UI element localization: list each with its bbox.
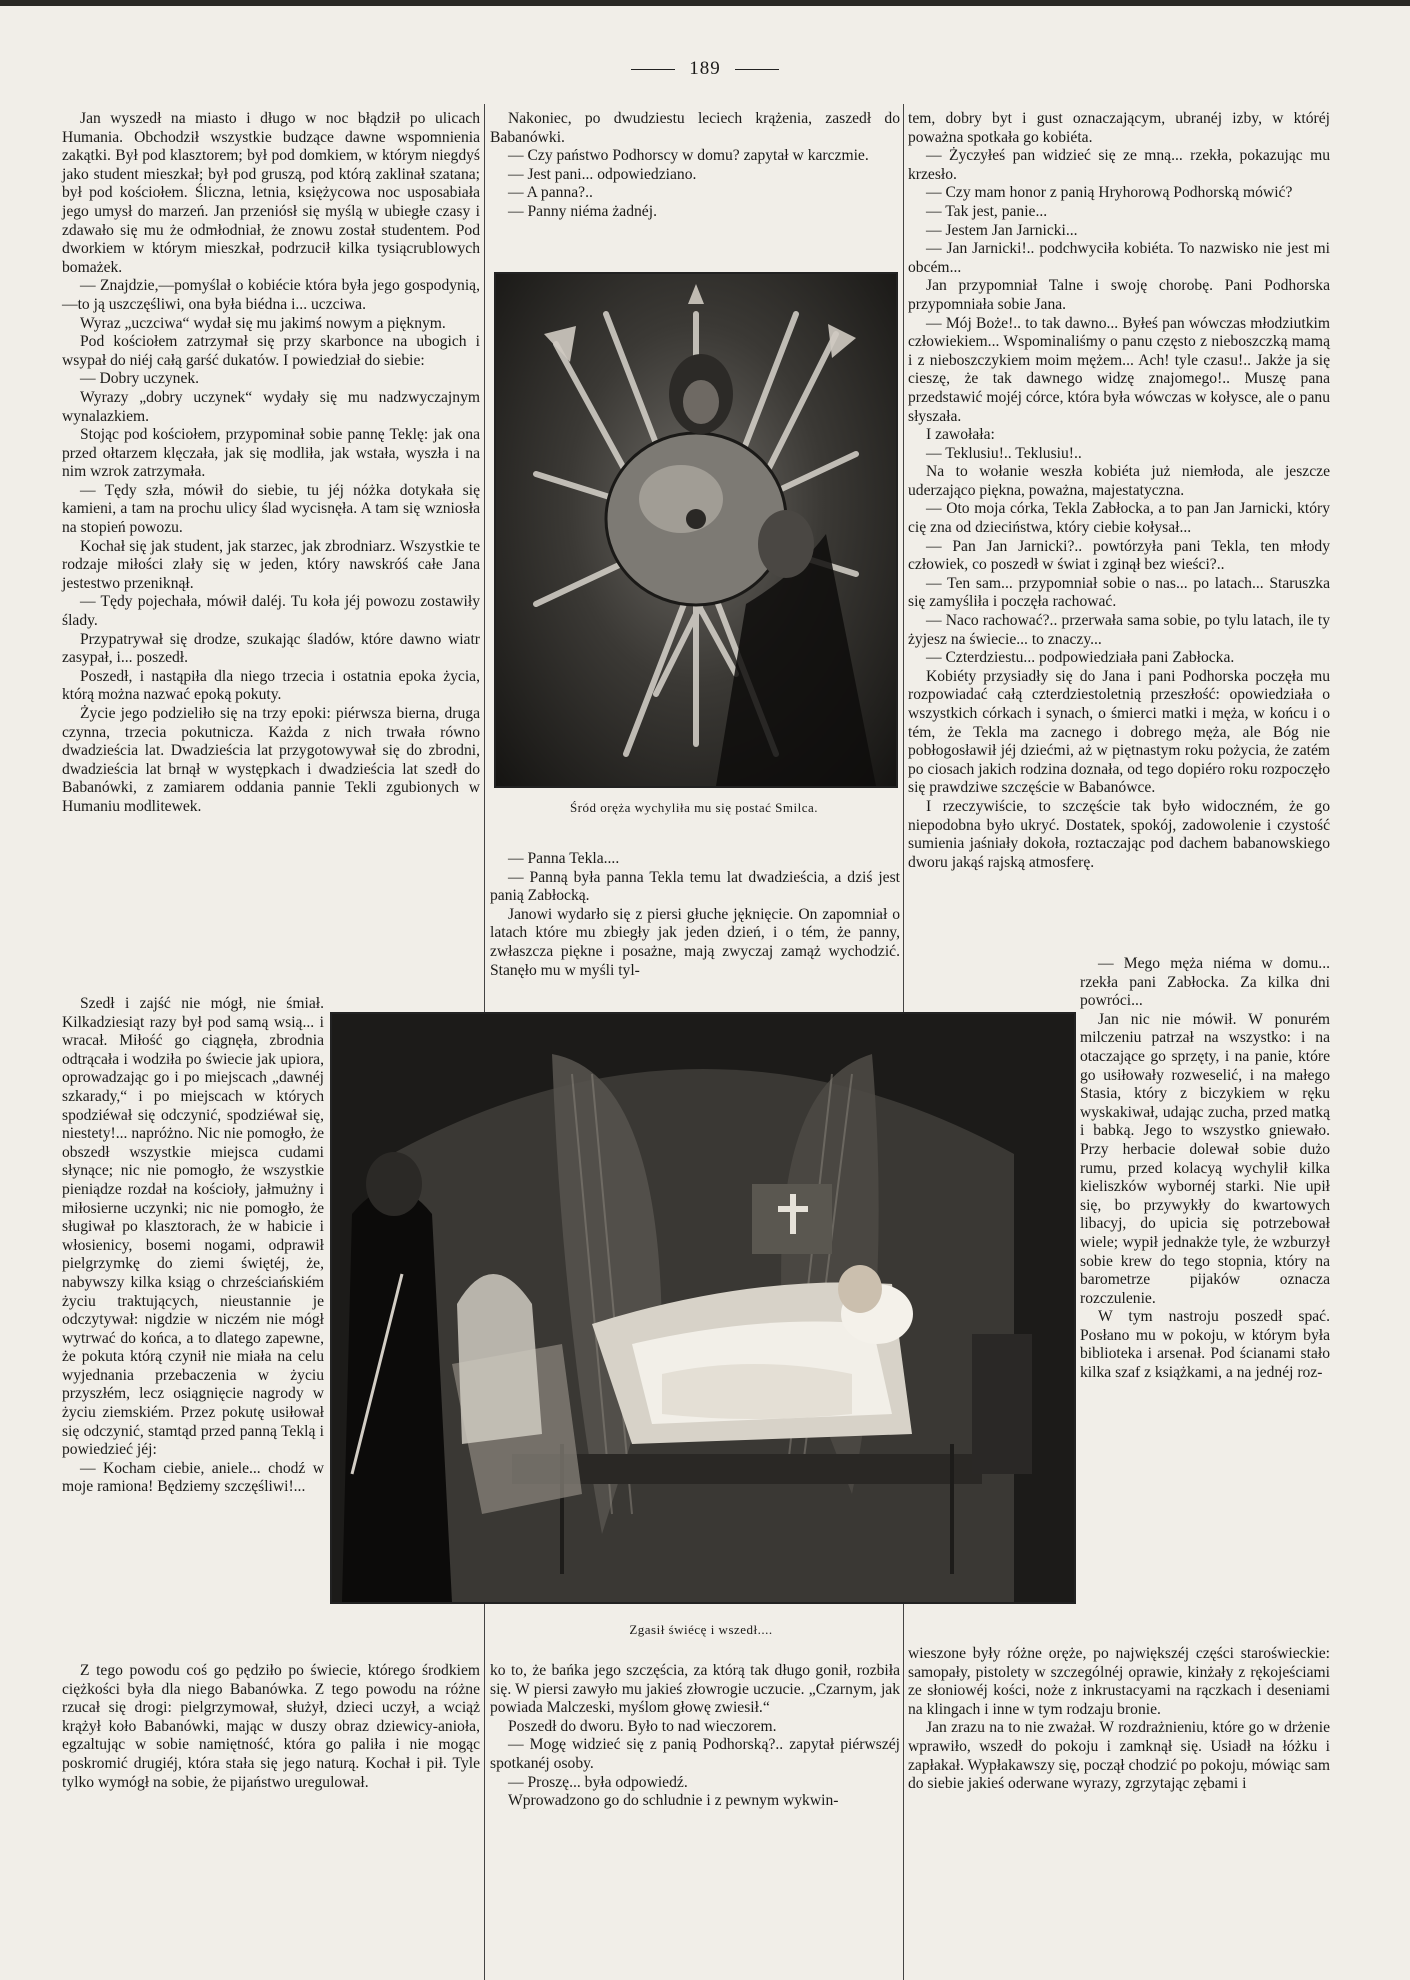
col3-paragraph: tem, dobry byt i gust oznaczającym, ubranéj izby, w któréj poważna spotkała go kobiéta. bbox=[908, 110, 1330, 146]
figure-1-caption: Śród oręża wychyliła mu się postać Smilca. bbox=[569, 800, 819, 815]
column-1-bottom bbox=[62, 1662, 480, 1792]
col1-paragraph: Pod kościołem zatrzymał się przy skarbonce na ubogich i wsypał do niéj całą garść dukatów. I powiedział do siebie: bbox=[62, 333, 480, 369]
column-3-bottom bbox=[908, 1645, 1330, 1794]
col2c-paragraph: — Proszę... była odpowiedź. bbox=[508, 1773, 688, 1791]
engraving-bedroom-illustration bbox=[330, 1012, 1076, 1604]
col3-paragraph: — Pan Jan Jarnicki?.. powtórzyła pani Tekla, ten młody człowiek, co poszedł w świat i zginął bez wieści?.. bbox=[908, 537, 1330, 574]
figure-2-caption: Zgasił świécę i wszedł.... bbox=[629, 1622, 773, 1637]
col3-paragraph: — Teklusiu!.. Teklusiu!.. bbox=[926, 444, 1082, 462]
col3b-paragraph: — Mego męża niéma w domu... rzekła pani Zabłocka. Za kilka dni powróci... bbox=[1080, 955, 1330, 1010]
col1-paragraph: Wyraz „uczciwa“ wydał się mu jakimś nowym a pięknym. bbox=[80, 314, 446, 332]
col3-paragraph: Kobiéty przysiadły się do Jana i pani Podhorska poczęła mu rozpowiadać całą czterdziestoletnią przeszłość: opowiedziała o wszystkich córkach i synach, o śmierci matki i męża, w końcu i o tém, że Tekla ma zacnego i dobrego męża, ale Bóg nie pobłogosławił jéj dziećmi, aż w piętnastym roku pożycia, że zatém po ciosach jakich rodzina doznała, od tego dopiéro roku rozpoczęło się prawdziwe szczęście w Babanówce. bbox=[908, 667, 1330, 797]
col3-paragraph: — Czy mam honor z panią Hryhorową Podhorską mówić? bbox=[926, 184, 1293, 202]
col2b-paragraph: Janowi wydarło się z piersi głuche jęknięcie. On zapomniał o latach które mu zbiegły jak jeden dzień, i o tém, że panny, zwłaszcza piękne i posażne, mają zwyczaj zamąż wychodzić. Stanęło mu w myśli tyl- bbox=[490, 905, 900, 979]
col3c-paragraph: Jan zrazu na to nie zważał. W rozdrażnieniu, które go w drżenie wprawiło, wszedł do pokoju i zamknął się. Usiadł na łóżku i zapłakał. Wypłakawszy się, począł chodzić po pokoju, mówiąc sam do siebie jakieś oderwane wyrazy, zgrzytając zębami i bbox=[908, 1719, 1330, 1793]
col2-paragraph: — Jest pani... odpowiedziano. bbox=[508, 165, 697, 183]
col2c-paragraph: ko to, że bańka jego szczęścia, za którą tak długo gonił, rozbiła się. W piersi zawyło mu jakieś złowrogie uczucie. „Czarnym, jak powiada Malczeski, myślom głowę zwiesił.“ bbox=[490, 1662, 900, 1717]
col2-paragraph: — A panna?.. bbox=[508, 184, 593, 202]
col3-paragraph: — Życzyłeś pan widzieć się ze mną... rzekła, pokazując mu krzesło. bbox=[908, 147, 1330, 183]
column-1-top bbox=[62, 110, 480, 817]
col1-paragraph: Przypatrywał się drodze, szukając śladów, które dawno wiatr zasypał, i... poszedł. bbox=[62, 630, 480, 667]
column-3-top bbox=[908, 110, 1330, 872]
col3-paragraph: Jan przypomniał Talne i swoję chorobę. Pani Podhorska przypomniała sobie Jana. bbox=[908, 277, 1330, 313]
column-2-top bbox=[490, 110, 900, 222]
weapons-trophy-drawing bbox=[496, 274, 896, 786]
col1b-paragraph: — Kocham ciebie, aniele... chodź w moje ramiona! Będziemy szczęśliwi!... bbox=[62, 1459, 324, 1496]
col1c-paragraph: Z tego powodu coś go pędziło po świecie, którego środkiem ciężkości była dla niego Babanówka. Z tego powodu na różne rzucał się drogi: pielgrzymował, służył, dzieci uczył, a wciąż krążył koło Babanówki, mając w duszy obraz dziewicy-anioła, egzaltując w sobie namiętność, która go paliła i nie mogąc poskromić drugiéj, która stała się jego naturą. Kochał i pił. Tyle tylko wymógł na sobie, że pijaństwo uregulował. bbox=[62, 1662, 480, 1791]
col3-paragraph: Na to wołanie weszła kobiéta już niemłoda, ale jeszcze uderzająco piękna, poważna, majestatyczna. bbox=[908, 463, 1330, 499]
page-top-edge bbox=[0, 0, 1410, 6]
col1-paragraph: Stojąc pod kościołem, przypominał sobie pannę Teklę: jak ona przed ołtarzem klęczała, jak się modliła, jak wstała, wyszła i na nim wzrok zatrzymała. bbox=[62, 426, 480, 481]
col3-paragraph: — Naco rachować?.. przerwała sama sobie, po tylu latach, ile ty żyjesz na świecie... to znaczy... bbox=[908, 612, 1330, 648]
col2-paragraph: — Czy państwo Podhorscy w domu? zapytał w karczmie. bbox=[508, 147, 869, 165]
col3-paragraph: — Jestem Jan Jarnicki... bbox=[926, 221, 1078, 239]
col3c-paragraph: wieszone były różne oręże, po największéj części staroświeckie: samopały, pistolety w szczególnéj oprawie, kinżały z rękojeściami ze słoniowéj kości, noże z inkrustacyami na rączkach i deseniami na klingach i inne w tym rodzaju bronie. bbox=[908, 1645, 1330, 1718]
col1-paragraph: Jan wyszedł na miasto i długo w noc błądził po ulicach Humania. Obchodził wszystkie budzące dawne wspomnienia zakątki. Był pod klasztorem; był pod domkiem, w którym niegdyś jako student mieszkał; był pod gruszą, pod którą zaklinał szatana; był pod kościołem. Śliczna, letnia, księżycowa noc usposabiała jego umysł do marzeń. Jan przeniósł się myślą w ubiegłe czasy i zdawało się mu że odmłodniał, że znowu został studentem. Pod dworkiem w którym mieszkał, podrzucił kilka tysiącrublowych bomażek. bbox=[62, 110, 480, 276]
col2c-paragraph: Wprowadzono go do schludnie i z pewnym wykwin- bbox=[508, 1792, 839, 1810]
col1-paragraph: Kochał się jak student, jak starzec, jak zbrodniarz. Wszystkie te rodzaje miłości zlały się w jeden, który nawskróś całe Jana jestestwo przeniknął. bbox=[62, 537, 480, 592]
col3-paragraph: — Tak jest, panie... bbox=[926, 202, 1048, 220]
col3b-paragraph: W tym nastroju poszedł spać. Posłano mu w pokoju, w którym była biblioteka i arsenał. Pod ścianami stało kilka szaf z książkami, a na jednéj roz- bbox=[1080, 1308, 1330, 1382]
engraving-weapons-illustration bbox=[494, 272, 898, 788]
col2-paragraph: — Panny niéma żadnéj. bbox=[508, 202, 657, 220]
col1-paragraph: Wyrazy „dobry uczynek“ wydały się mu nadzwyczajnym wynalazkiem. bbox=[62, 388, 480, 425]
col2-paragraph: Nakoniec, po dwudziestu leciech krążenia, zaszedł do Babanówki. bbox=[490, 110, 900, 146]
col2c-paragraph: — Mogę widzieć się z panią Podhorską?.. zapytał piérwszéj spotkanéj osoby. bbox=[490, 1736, 900, 1772]
col1-paragraph: — Dobry uczynek. bbox=[80, 370, 200, 388]
col1-paragraph: Poszedł, i nastąpiła dla niego trzecia i ostatnia epoka życia, którą można nazwać epoką pokuty. bbox=[62, 667, 480, 704]
col1-paragraph: Życie jego podzieliło się na trzy epoki: piérwsza bierna, druga czynna, trzecia pokutnicza. Każda z nich trwała równo dwadzieścia lat. Dwadzieścia lat przygotowywał się do zbrodni, dwadzieścia lat brnął w występkach i dwadzieścia lat szedł do Babanówki, z zamiarem oddania pannie Tekli zgubionych w Humaniu modlitewek. bbox=[62, 705, 480, 815]
col3b-paragraph: Jan nic nie mówił. W ponurém milczeniu patrzał na wszystko: i na otaczające go sprzęty, i na panie, które go usiłowały rozweselić, i na małego Stasia, który z biczykiem w ręku wyskakiwał, udając zucha, przed matką i babką. Jego to wszystko gniewało. Przy herbacie dolewał sobie dużo rumu, przed kolacyą wychylił kilka kieliszków wybornéj starki. Nie upił się, bo przywykły do kwartowych libacyj, do upicia się potrzebował wiele; wypił jednakże tyle, że wzburzył sobie krew do tego stopnia, który na barometrze pijaków oznacza rozczulenie. bbox=[1080, 1010, 1330, 1307]
col3-paragraph: — Jan Jarnicki!.. podchwyciła kobiéta. To nazwisko nie jest mi obcém... bbox=[908, 240, 1330, 276]
bedroom-scene-drawing bbox=[332, 1014, 1074, 1602]
column-2-middle bbox=[490, 850, 900, 980]
col2b-paragraph: — Panną była panna Tekla temu lat dwadzieścia, a dziś jest panią Zabłocką. bbox=[490, 868, 900, 905]
page-number: 189 bbox=[0, 58, 1410, 80]
col3-paragraph: I rzeczywiście, to szczęście tak było widoczném, że go niepodobna było ukryć. Dostatek, spokój, zadowolenie i czystość sumienia jaśniały dokoła, roztaczając pod dachem babanowskiego dworu jakąś rajską atmosferę. bbox=[908, 797, 1330, 871]
col2b-paragraph: — Panna Tekla.... bbox=[508, 850, 620, 867]
column-3-beside-illustration bbox=[1080, 955, 1330, 1383]
column-1-beside-illustration bbox=[62, 995, 324, 1497]
col1-paragraph: — Tędy pojechała, mówił daléj. Tu koła jéj powozu zostawiły ślady. bbox=[62, 593, 480, 630]
col3-paragraph: — Ten sam... przypomniał sobie o nas... po latach... Staruszka się zamyśliła i poczęła rachować. bbox=[908, 574, 1330, 611]
col3-paragraph: — Mój Boże!.. to tak dawno... Byłeś pan wówczas młodziutkim człowiekiem... Wspominaliśmy o panu często z nieboszczką mamą i z nieboszczykiem moim mężem... Ach! tyle czasu!.. Jakże ja się cieszę, że tak dawnego widzę znajomego!.. Muszę pana przedstawić mojéj córce, która była wówczas w kołysce, ale o panu słyszała. bbox=[908, 314, 1330, 425]
column-2-bottom bbox=[490, 1662, 900, 1811]
col3-paragraph: — Oto moja córka, Tekla Zabłocka, a to pan Jan Jarnicki, który cię zna od dzieciństwa, który ciebie kołysał... bbox=[908, 500, 1330, 537]
col1-paragraph: — Tędy szła, mówił do siebie, tu jéj nóżka dotykała się kamieni, a tam na prochu ulicy ślad wycisnęła. A tam się wzniosła na stopień powozu. bbox=[62, 481, 480, 537]
col1b-paragraph: Szedł i zajść nie mógł, nie śmiał. Kilkadziesiąt razy był pod samą wsią... i wracał. Miłość go ciągnęła, zbrodnia odtrącała i wodziła po świecie jak upiora, oprowadzając go i po miejscach „dawnéj szkarady,“ i po miejscach w których spodziéwał się odczynić, spodziéwał się, niestety!... napróżno. Nic nie pomogło, że obszedł wszystkie miejsca cudami słynące; nic nie pomogło, że wszystkie pieniądze rozdał na kościoły, jałmużny i miłosierne uczynki; nic nie pomogło, że sługiwał po klasztorach, że w habicie i włosienicy, bosemi nogami, odprawił pielgrzymkę do ziemi świętéj, że, nabywszy kilka ksiąg o chrześciańskiém życiu traktujących, nieustannie je odczytywał: nigdzie w niczém nie mógł wytrwać do końca, a to dlatego zapewne, że pokuta którą czynił nie miała na celu wyjednania przebaczenia w życiu przyszłém, lecz osiągnięcie nagrody w życiu ziemskiém. Przez pokutę usiłował się odczynić, stamtąd przed panną Teklą i powiedzieć jéj: bbox=[62, 995, 324, 1459]
col2c-paragraph: Poszedł do dworu. Było to nad wieczorem. bbox=[508, 1717, 777, 1735]
col3-paragraph: — Czterdziestu... podpowiedziała pani Zabłocka. bbox=[926, 649, 1235, 667]
col3-paragraph: I zawołała: bbox=[926, 426, 995, 444]
col1-paragraph: — Znajdzie,—pomyślał o kobiécie która była jego gospodynią,—to ją uszczęśliwi, ona była biédna i... uczciwa. bbox=[62, 277, 480, 313]
